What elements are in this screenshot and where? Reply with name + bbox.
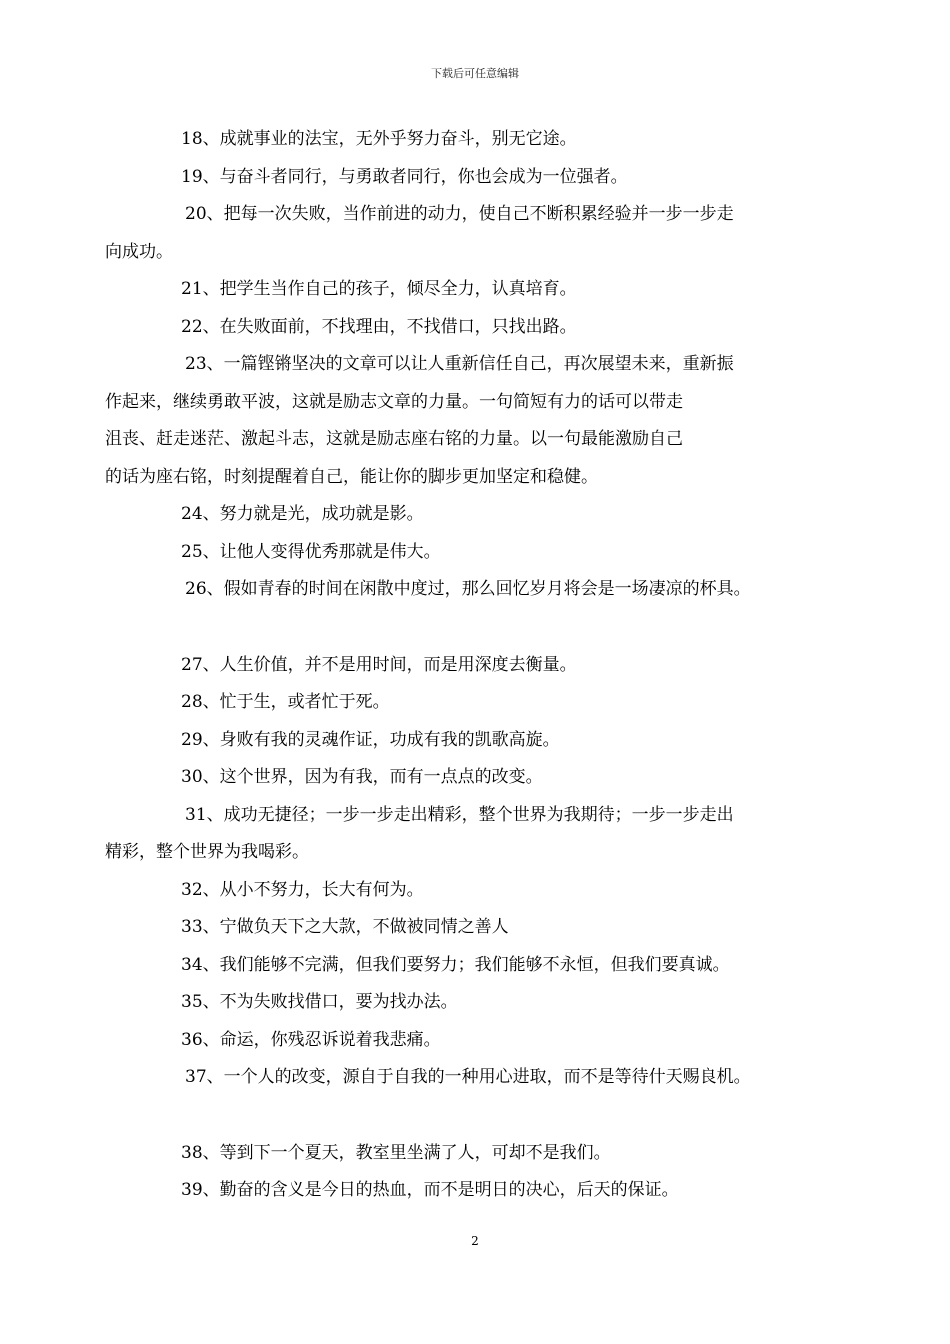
quote-line: 24、努力就是光，成功就是影。 [181, 504, 424, 524]
quote-line: 36、命运，你残忍诉说着我悲痛。 [181, 1029, 441, 1050]
quote-line: 32、从小不努力，长大有何为。 [181, 879, 424, 900]
quote-21 [145, 271, 825, 309]
quote-31 [105, 797, 825, 872]
quote-line: 34、我们能够不完满，但我们要努力；我们能够不永恒，但我们要真诚。 [181, 954, 730, 975]
quote-line: 25、让他人变得优秀那就是伟大。 [181, 541, 441, 562]
quote-line: 22、在失败面前，不找理由，不找借口，只找出路。 [181, 316, 577, 337]
quote-32 [145, 872, 825, 910]
quote-line: 28、忙于生，或者忙于死。 [181, 692, 390, 712]
quote-line: 18、成就事业的法宝，无外乎努力奋斗，别无它途。 [181, 129, 577, 149]
quote-line: 21、把学生当作自己的孩子，倾尽全力，认真培育。 [181, 279, 577, 299]
quote-36 [145, 1022, 825, 1060]
quote-line: 23、一篇铿锵坚决的文章可以让人重新信任自己，再次展望未来，重新振 [185, 354, 734, 374]
quote-39 [145, 1172, 825, 1210]
quote-line: 作起来，继续勇敢平波，这就是励志文章的力量。一句简短有力的话可以带走 [105, 391, 683, 412]
quote-line: 19、与奋斗者同行，与勇敢者同行，你也会成为一位强者。 [181, 166, 628, 187]
quote-line: 35、不为失败找借口，要为找办法。 [181, 992, 458, 1012]
quote-line: 沮丧、赶走迷茫、激起斗志，这就是励志座右铭的力量。以一句最能激励自己 [105, 429, 683, 449]
quote-34 [145, 947, 825, 985]
quote-20 [105, 196, 825, 271]
page-number: 2 [471, 1234, 479, 1248]
quote-line: 的话为座右铭，时刻提醒着自己，能让你的脚步更加坚定和稳健。 [105, 466, 598, 487]
quote-30 [145, 759, 825, 797]
quote-line: 27、人生价值，并不是用时间，而是用深度去衡量。 [181, 654, 577, 675]
quote-line: 26、假如青春的时间在闲散中度过，那么回忆岁月将会是一场凄凉的杯具。 [185, 579, 751, 599]
quote-line: 39、勤奋的含义是今日的热血，而不是明日的决心，后天的保证。 [181, 1180, 679, 1200]
quote-line: 38、等到下一个夏天，教室里坐满了人，可却不是我们。 [181, 1142, 611, 1163]
quote-line: 33、宁做负天下之大款，不做被同情之善人 [181, 917, 509, 937]
quote-35 [145, 984, 825, 1022]
quote-line: 精彩，整个世界为我喝彩。 [105, 842, 309, 862]
quote-line: 30、这个世界，因为有我，而有一点点的改变。 [181, 767, 543, 787]
quote-24 [145, 496, 825, 534]
quote-29 [145, 722, 825, 760]
quote-19 [145, 159, 825, 197]
quote-22 [145, 309, 825, 347]
quote-25 [145, 534, 825, 572]
quote-line: 37、一个人的改变，源自于自我的一种用心进取，而不是等待什天赐良机。 [185, 1067, 751, 1087]
quote-18 [145, 121, 825, 159]
quote-line: 31、成功无捷径；一步一步走出精彩，整个世界为我期待；一步一步走出 [185, 804, 734, 825]
quote-line: 向成功。 [105, 241, 173, 262]
quote-38 [145, 1135, 825, 1173]
quote-33 [145, 909, 825, 947]
quote-23 [105, 346, 825, 496]
quote-26 [145, 571, 825, 609]
quote-27 [145, 647, 825, 685]
quote-37 [145, 1059, 825, 1097]
page-header: 下载后可任意编辑 [431, 67, 519, 80]
quote-line: 20、把每一次失败，当作前进的动力，使自己不断积累经验并一步一步走 [185, 204, 734, 224]
quote-line: 29、身败有我的灵魂作证，功成有我的凯歌高旋。 [181, 729, 560, 750]
quote-28 [145, 684, 825, 722]
document-body [105, 121, 825, 1210]
